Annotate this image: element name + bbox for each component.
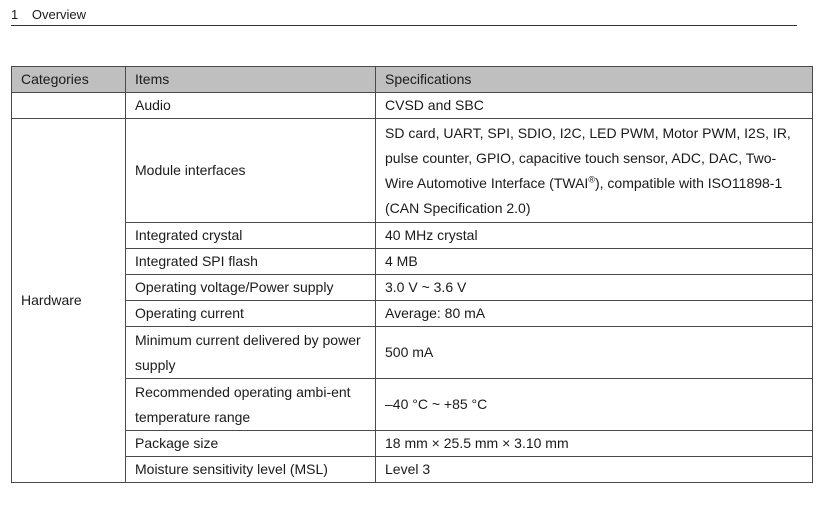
column-header-items: Items — [126, 67, 376, 93]
spec-cell: 40 MHz crystal — [376, 223, 813, 249]
item-cell: Recommended operating ambi-ent temperature range — [126, 379, 376, 431]
spec-cell: CVSD and SBC — [376, 93, 813, 119]
section-title: Overview — [31, 7, 87, 22]
item-cell: Minimum current delivered by power supply — [126, 327, 376, 379]
item-cell: Audio — [126, 93, 376, 119]
spec-cell: Level 3 — [376, 457, 813, 483]
spec-cell — [376, 119, 813, 223]
table-row — [12, 275, 813, 301]
table-header-row — [12, 67, 813, 93]
table-row — [12, 457, 813, 483]
table-row — [12, 249, 813, 275]
spec-cell: 18 mm × 25.5 mm × 3.10 mm — [376, 431, 813, 457]
category-cell — [12, 93, 126, 119]
page-header — [11, 6, 797, 26]
item-cell: Operating current — [126, 301, 376, 327]
item-cell: Operating voltage/Power supply — [126, 275, 376, 301]
spec-cell: 500 mA — [376, 327, 813, 379]
item-cell: Module interfaces — [126, 119, 376, 223]
table-row — [12, 119, 813, 223]
table-row — [12, 301, 813, 327]
spec-cell: Average: 80 mA — [376, 301, 813, 327]
spec-cell: –40 °C ~ +85 °C — [376, 379, 813, 431]
item-cell: Integrated SPI flash — [126, 249, 376, 275]
item-cell: Integrated crystal — [126, 223, 376, 249]
table-row — [12, 379, 813, 431]
column-header-categories: Categories — [12, 67, 126, 93]
section-number: 1 — [11, 7, 19, 22]
table-row — [12, 327, 813, 379]
table-row — [12, 93, 813, 119]
table-row — [12, 223, 813, 249]
item-cell: Package size — [126, 431, 376, 457]
spec-text: ), compatible with ISO11898-1 (CAN Specification 2.0) — [385, 174, 783, 216]
spec-cell: 3.0 V ~ 3.6 V — [376, 275, 813, 301]
registered-mark: ® — [588, 173, 595, 184]
item-cell: Moisture sensitivity level (MSL) — [126, 457, 376, 483]
column-header-specifications: Specifications — [376, 67, 813, 93]
spec-cell: 4 MB — [376, 249, 813, 275]
specifications-table — [11, 66, 813, 483]
table-row — [12, 431, 813, 457]
category-cell-hardware: Hardware — [12, 119, 126, 483]
spec-text: SD card, UART, SPI, SDIO, I2C, LED PWM, Motor PWM, I2S, IR, pulse counter, GPIO, capacitive touch sensor, ADC, DAC, Two-Wire Automotive Interface (TWAI — [385, 124, 791, 191]
